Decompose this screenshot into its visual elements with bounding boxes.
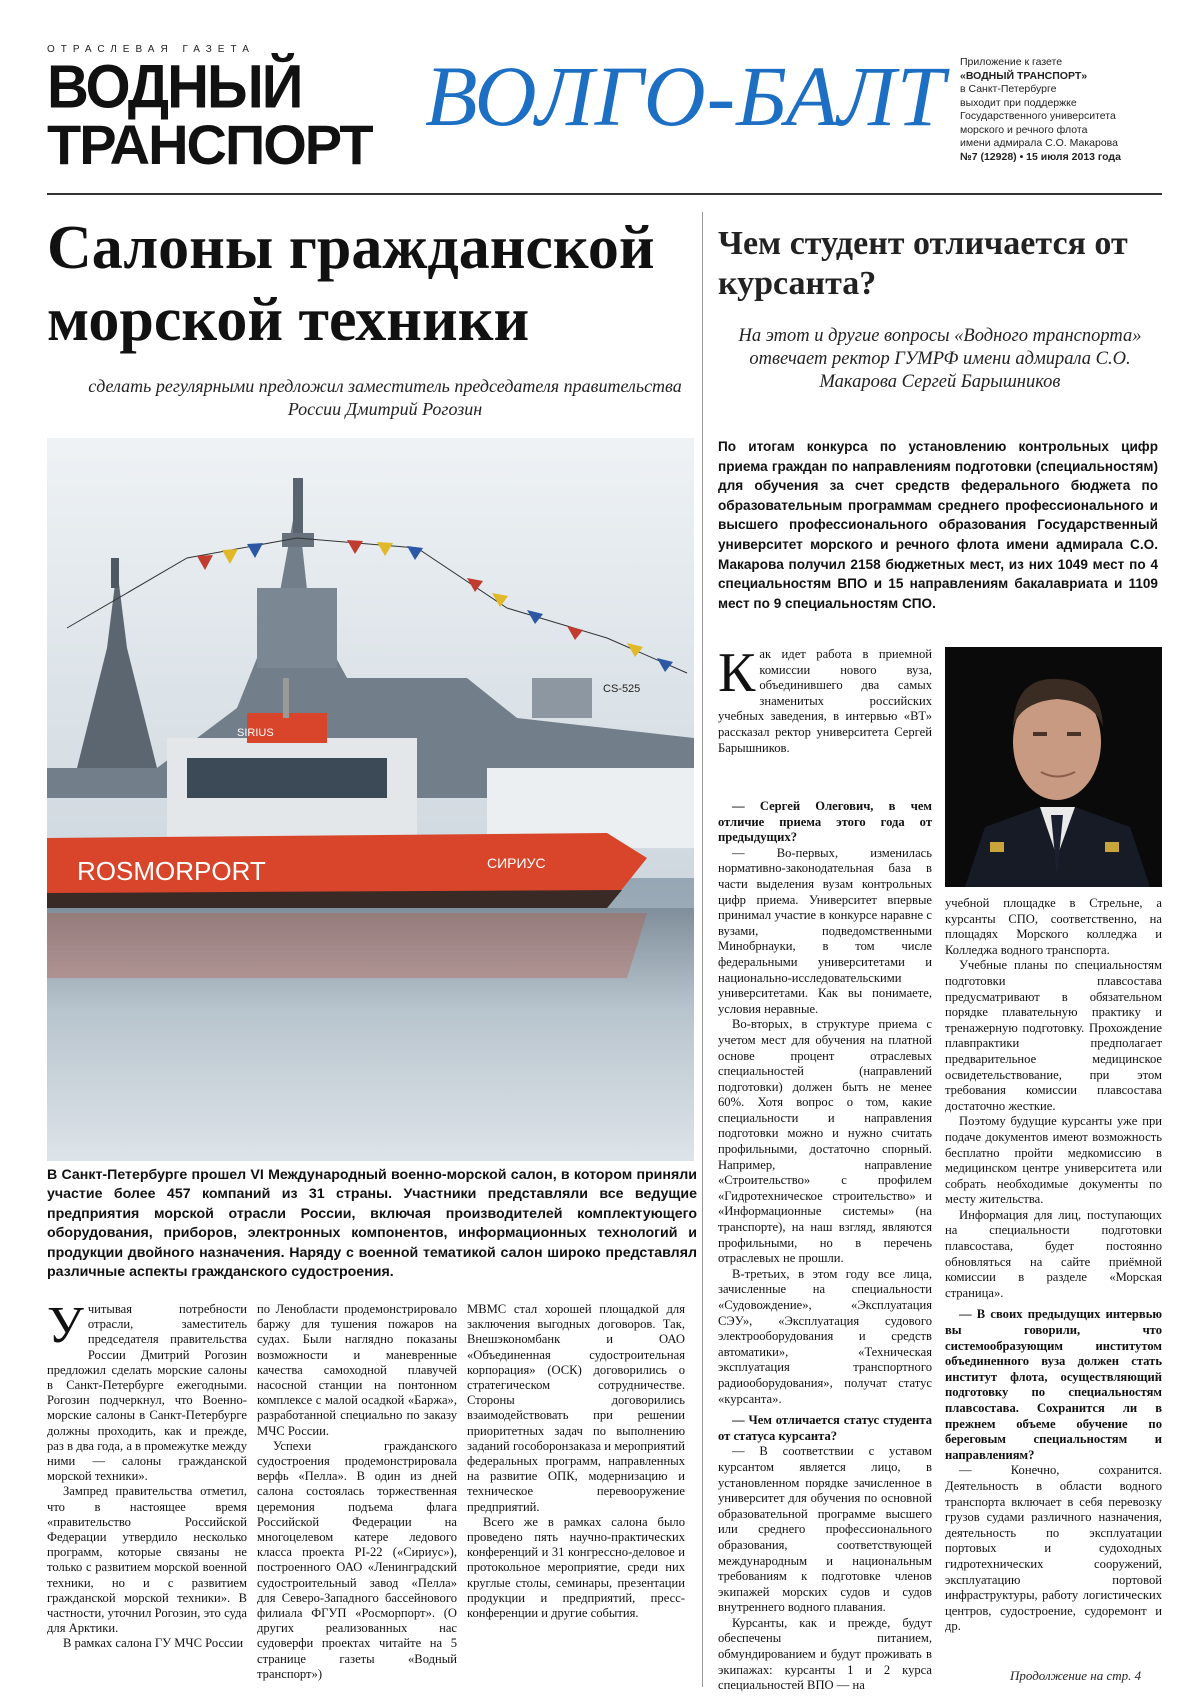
info-line: «ВОДНЫЙ ТРАНСПОРТ» [960, 69, 1088, 82]
paragraph: Во-вторых, в структуре приема с учетом мест для обучения на платной основе процент отраслевых специальностей (направлений подготовки) должен быть не менее 60%. Хотя вопрос о том, какие специальности и направления подготовки можно и нужно считать профильными, достаточно спорный. Например, направление «Строительство» с профилем «Гидротехническое строительство» и «Информационные системы» (на транспорте), на наш взгляд, являются профильными, но в перечень отраслевых не прошли. [718, 1017, 932, 1266]
paragraph: — В соответствии с уставом курсантом является лицо, в установленном порядке зачисленное в университет для обучения по основной образовательной программе высшего или среднего профессионального образования, соответствующей международным и национальным требованиям к подготовке членов экипажей морских судов и судов внутреннего водного плавания. [718, 1444, 932, 1615]
boat-photo-illustration [47, 438, 694, 1161]
info-line: Государственного университета [960, 110, 1116, 122]
masthead-title-line2: ТРАНСПОРТ [47, 113, 372, 176]
right-column-1 [718, 793, 932, 1694]
right-lead: По итогам конкурса по установлению контрольных цифр приема граждан по направлениям подготовки (специальностям) для обучения за счет средств федерального бюджета по образовательным программам среднего профессионального и высшего профессионального образования Государственный университет морского и речного флота имени адмирала С.О. Макарова получил 2158 бюджетных мест, из них 1049 мест по 4 специальностям ВПО и 15 направлениям бакалавриата и 1109 мест по 9 специальностям СПО. [718, 439, 1158, 611]
left-headline: Салоны гражданской морской техники [47, 214, 655, 354]
masthead-title-line1: ВОДНЫЙ [47, 53, 302, 122]
info-line: морского и речного флота [960, 123, 1088, 136]
paragraph: учебной площадке в Стрельне, а курсанты СПО, соответственно, на площадях Морского колледжа и Колледжа водного транспорта. [945, 896, 1162, 957]
left-column-3 [467, 1302, 685, 1621]
right-headline: Чем студент отличается от курсанта? [718, 225, 1128, 302]
masthead-brand: ВОЛГО-БАЛТ [425, 48, 946, 144]
left-lead: В Санкт-Петербурге прошел VI Международный военно-морской салон, в котором приняли участие более 457 компаний из 31 страны. Участники представляли все ведущие предприятия морской отрасли России, включая производителей комплектующего оборудования, приборов, электронных компонентов, информационных технологий и продукции двойного назначения. Наряду с военной тематикой салон широко представлял различные аспекты гражданского судостроения. [47, 1167, 697, 1281]
paragraph [718, 642, 932, 756]
right-column-2 [945, 896, 1162, 1635]
right-column-1-top [718, 642, 932, 756]
boat-plate-label: SIRIUS [237, 727, 274, 739]
drop-cap: К [718, 642, 756, 704]
paragraph: МВМС стал хорошей площадкой для заключения выгодных договоров. Так, Внешэкономбанк и ОАО «Объединенная судостроительная корпорация» (ОСК) договорились о стратегическом сотрудничестве. Стороны договорились взаимодействовать при решении приоритетных задач по выполнению заданий гособоронзаказа и мероприятий федеральных программ, направленных на развитие ОПК, модернизацию и техническое перевооружение предприятий. [467, 1302, 685, 1514]
info-line: Приложение к газете [960, 56, 1063, 68]
column-divider [702, 212, 703, 1687]
question: — Чем отличается статус студента от статуса курсанта? [718, 1413, 932, 1443]
paragraph: — Во-первых, изменилась нормативно-законодательная база в части выделения вузам контрольных цифр приема. Университет впервые принимал участие в конкурсе наравне с вузами, подведомственными Минобрнауки, в том числе федеральными университетами и национально-исследовательскими университетами. Как вы понимаете, условия неравные. [718, 845, 932, 1016]
info-line: имени адмирала С.О. Макарова [960, 137, 1118, 149]
left-column-1 [47, 1297, 247, 1652]
right-subhead: На этот и другие вопросы «Водного транспорта» отвечает ректор ГУМРФ имени адмирала С.О. Макарова Сергей Барышников [738, 326, 1142, 392]
paragraph: по Ленобласти продемонстрировало баржу для тушения пожаров на судах. Были наглядно показаны возможности и маневренные качества самоходной плавучей насосной станции на понтонном комплексе с малой осадкой «Баржа», разработанной специально по заказу МЧС России. [257, 1302, 457, 1438]
paragraph: Курсанты, как и прежде, будут обеспечены питанием, обмундированием и будут проживать в экипажах: курсанты 1 и 2 курса специальностей ВПО — на [718, 1615, 932, 1693]
paragraph: Поэтому будущие курсанты уже при подаче документов имеют возможность бесплатно пройти медкомиссию в медицинском центре университета или собрать необходимые документы по месту жительства. [945, 1114, 1162, 1207]
paragraph [47, 1297, 247, 1484]
rector-portrait [945, 647, 1162, 887]
paragraph: Всего же в рамках салона было проведено пять научно-практических конференций и 31 конгрессно-деловое и протокольное мероприятие, среди них круглые столы, семинары, презентации продукции и предприятий, пресс-конференции и другие события. [467, 1514, 685, 1621]
left-subhead: сделать регулярными предложил заместитель председателя правительства России Дмитрий Рогозин [88, 376, 682, 419]
paragraph: — Конечно, сохранится. Деятельность в области водного транспорта включает в себя перевозку грузов судами различного назначения, деятельность по эксплуатации портовых и судоходных гидротехнических сооружений, эксплуатацию портовой инфраструктуры, работу логистических центров, судостроение, судоремонт и др. [945, 1463, 1162, 1634]
paragraph: Зампред правительства отметил, что в настоящее время «правительство Российской Федерации утвердило несколько программ, которые связаны не только с развитием морской военной техники, но и с развитием гражданской морской техники». В частности, уточнил Рогозин, это суда для Арктики. [47, 1484, 247, 1636]
paragraph-text: ак идет работа в приемной комиссии нового вуза, объединившего два самых знаменитых российских учебных заведения, в интервью «ВТ» рассказал ректор университета Сергей Барышников. [718, 647, 932, 755]
paragraph: Информация для лиц, поступающих на специальности подготовки плавсостава, будет постоянно обновляться на сайте приёмной комиссии в разделе «Морская страница». [945, 1207, 1162, 1300]
portrait-illustration [945, 647, 1162, 887]
boat-name-ru-label: СИРИУС [487, 855, 546, 871]
question: — Сергей Олегович, в чем отличие приема этого года от предыдущих? [718, 799, 932, 845]
masthead-info [960, 56, 1170, 164]
masthead [47, 40, 1162, 195]
boat-photo [47, 438, 694, 1161]
masthead-subtitle: ОТРАСЛЕВАЯ ГАЗЕТА [47, 44, 255, 55]
issue-number-date: №7 (12928) • 15 июля 2013 года [960, 150, 1121, 163]
drop-cap: У [47, 1297, 84, 1354]
paragraph-text: читывая потребности отрасли, заместитель председателя правительства России Дмитрий Рогозин предложил сделать морские салоны в Санкт-Петербурге ежегодными. Рогозин подчеркнул, что Военно-морские салоны в Санкт-Петербурге должны проходить, как и прежде, раз в два года, а в промежутке между ними — салоны гражданской морской техники». [47, 1302, 247, 1484]
paragraph: В рамках салона ГУ МЧС России [63, 1636, 244, 1651]
continued-note: Продолжение на стр. 4 [1010, 1668, 1142, 1683]
question: — В своих предыдущих интервью вы говорили, что системообразующим институтом объединенного вуза должен стать институт флота, осуществляющий подготовку по специальностям плавсостава. Сохранится ли в прежнем объеме обучение по береговым специальностям и направлениям? [945, 1307, 1162, 1462]
paragraph: Учебные планы по специальностям подготовки плавсостава предусматривают в обязательном порядке плавательную практику и тренажерную подготовку. Прохождение плавпрактики предполагает предварительное медицинское освидетельствование, при этом требования комиссии плавсостава достаточно жесткие. [945, 958, 1162, 1113]
info-line: в Санкт-Петербурге [960, 83, 1057, 95]
left-column-2 [257, 1302, 457, 1682]
ship-number-label: CS-525 [603, 683, 641, 695]
paragraph: В-третьих, в этом году все лица, зачисленные на специальности «Судовождение», «Эксплуатация СЭУ», «Эксплуатация судового электрооборудования и средств автоматики», «Техническая эксплуатация транспортного радиооборудования», получат статус «курсанта». [718, 1266, 932, 1406]
left-body [47, 1297, 697, 1687]
boat-name-en-label: ROSMORPORT [77, 856, 266, 886]
info-line: выходит при поддержке [960, 96, 1077, 109]
masthead-divider [47, 193, 1162, 195]
paragraph: Успехи гражданского судостроения продемонстрировала верфь «Пелла». В один из дней салона состоялась торжественная церемония подъема флага Российской Федерации на многоцелевом катере ледового класса проекта PI-22 («Сириус»), построенного ОАО «Ленинградский судостроительный завод «Пелла» для Северо-Западного бассейнового филиала ФГУП «Росморпорт». (О других реализованных нас судоверфи проектах читайте на 5 странице газеты «Водный транспорт») [257, 1438, 457, 1681]
